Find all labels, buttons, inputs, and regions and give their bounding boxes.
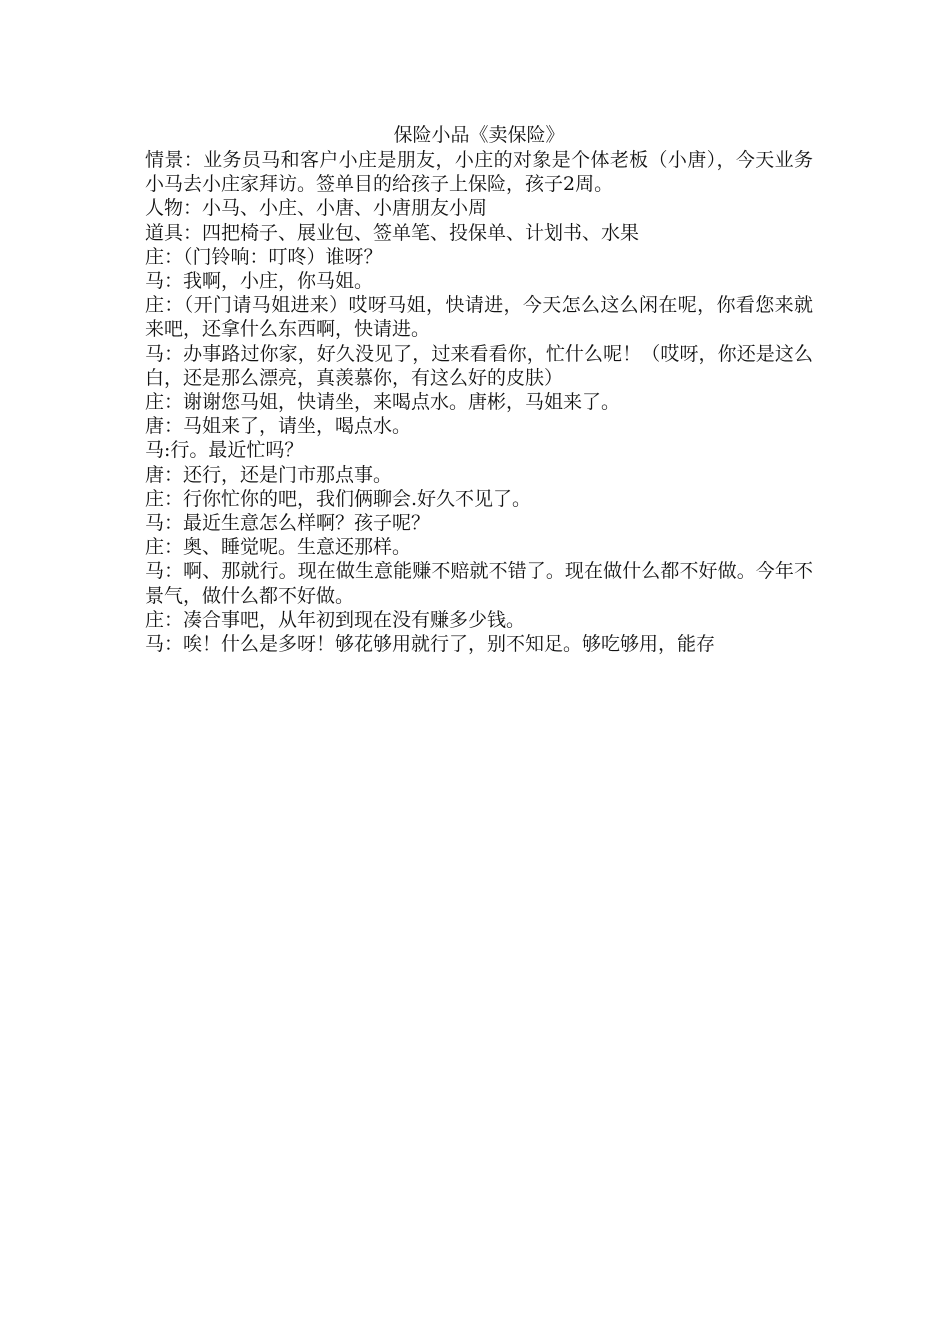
dialogue-line: 马：最近生意怎么样啊？孩子呢？ — [145, 512, 431, 535]
dialogue-line: 马：我啊，小庄，你马姐。 — [145, 270, 374, 293]
document-title: 保险小品《卖保险》 — [393, 124, 565, 146]
dialogue-line: 马:行。最近忙吗？ — [145, 439, 304, 462]
dialogue-line: 庄：奥、睡觉呢。生意还那样。 — [145, 536, 412, 559]
dialogue-line: 庄：谢谢您马姐，快请坐，来喝点水。唐彬，马姐来了。 — [145, 391, 621, 414]
dialogue-line: 庄：（门铃响：叮咚）谁呀？ — [145, 245, 383, 268]
paragraph-props: 道具：四把椅子、展业包、签单笔、投保单、计划书、水果 — [145, 221, 640, 244]
dialogue-line: 庄：行你忙你的吧，我们俩聊会.好久不见了。 — [145, 487, 532, 510]
paragraph-characters: 人物：小马、小庄、小唐、小唐朋友小周 — [145, 197, 488, 220]
dialogue-line: 马：啊、那就行。现在做生意能赚不赔就不错了。现在做什么都不好做。今年不景气，做什么都不好做。 — [145, 560, 813, 607]
dialogue-line: 唐：马姐来了，请坐，喝点水。 — [145, 415, 412, 438]
dialogue-line: 马：办事路过你家，好久没见了，过来看看你，忙什么呢！（哎呀，你还是这么白，还是那么漂亮，真羡慕你，有这么好的皮肤） — [145, 342, 813, 389]
document-body — [145, 122, 813, 656]
dialogue-line: 唐：还行，还是门市那点事。 — [145, 463, 393, 486]
dialogue-line: 马：唉！什么是多呀！够花够用就行了，别不知足。够吃够用，能存 — [145, 633, 716, 656]
dialogue-line: 庄：凑合事吧，从年初到现在没有赚多少钱。 — [145, 608, 526, 631]
dialogue-line: 庄：（开门请马姐进来）哎呀马姐，快请进，今天怎么这么闲在呢，你看您来就来吧，还拿什么东西啊，快请进。 — [145, 294, 813, 341]
paragraph-scene: 情景：业务员马和客户小庄是朋友，小庄的对象是个体老板（小唐），今天业务小马去小庄家拜访。签单目的给孩子上保险，孩子2周。 — [145, 149, 813, 196]
